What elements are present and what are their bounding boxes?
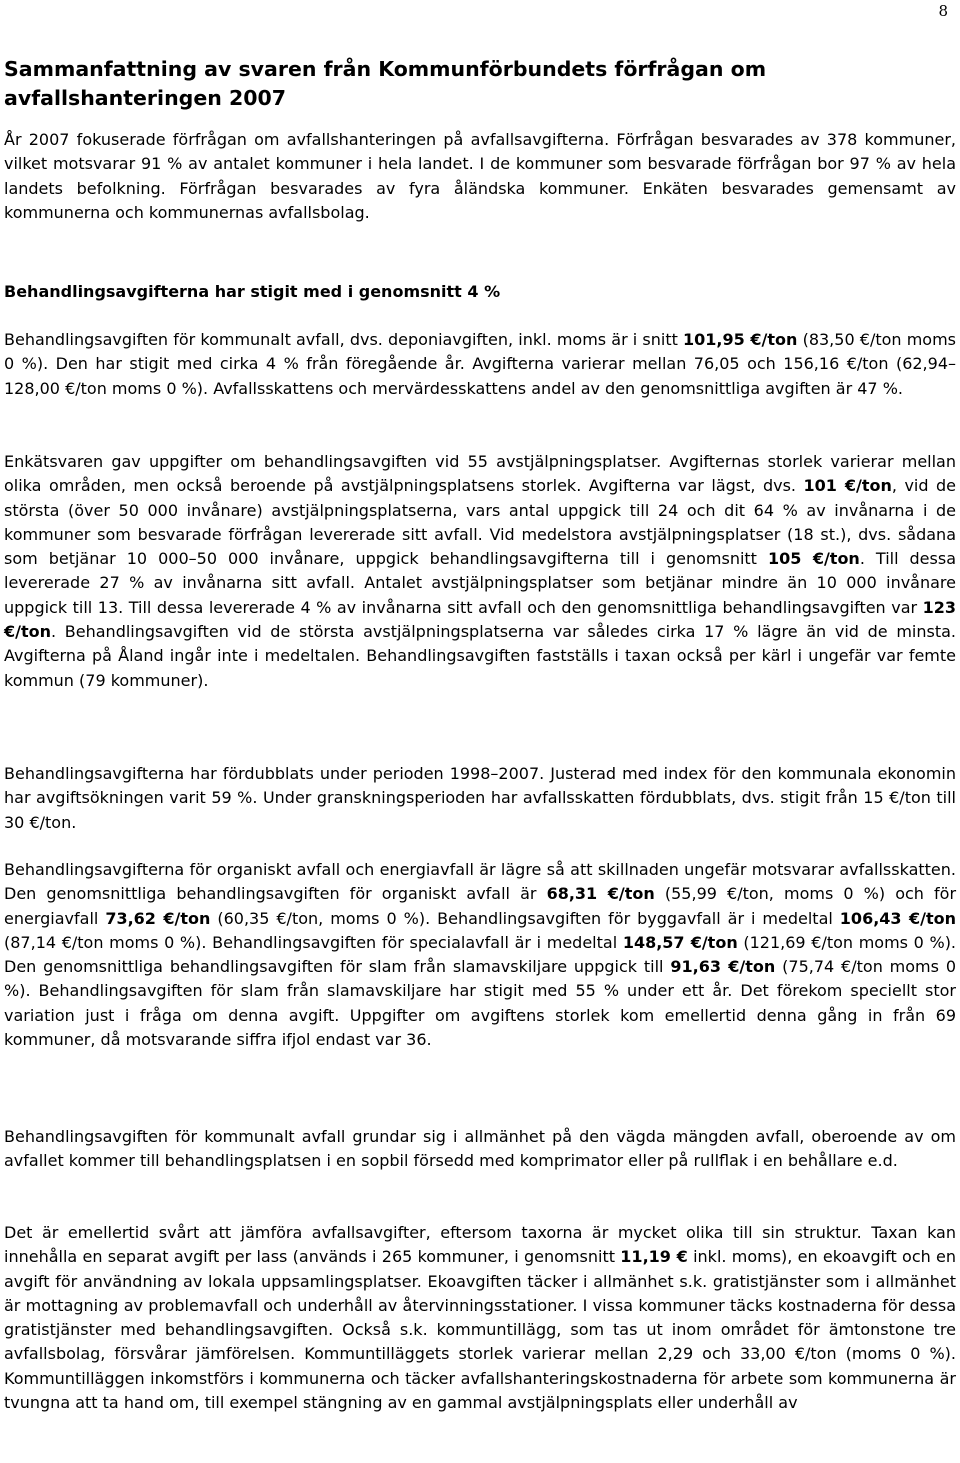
- section-heading: Behandlingsavgifterna har stigit med i genomsnitt 4 %: [4, 282, 501, 301]
- document-page: [4, 0, 956, 1463]
- paragraph-fee-doubling: Behandlingsavgifterna har fördubblats under perioden 1998–2007. Justerad med index för den kommunala ekonomin har avgiftsökningen varit 59 %. Under granskningsperioden har avfallsskatten fördubblats, dvs. stigit från 15 €/ton till 30 €/ton.: [4, 764, 956, 832]
- intro-paragraph: År 2007 fokuserade förfrågan om avfallshanteringen på avfallsavgifterna. Förfrågan besvarades av 378 kommuner, vilket motsvarar 91 % av antalet kommuner i hela landet. I de kommuner som besvarade förfrågan bor 97 % av hela landets befolkning. Förfrågan besvarades av fyra åländska kommuner. Enkäten besvarades gemensamt av kommunerna och kommunernas avfallsbolag.: [4, 130, 956, 222]
- paragraph-waste-types: Behandlingsavgifterna för organiskt avfall och energiavfall är lägre så att skillnaden ungefär motsvarar avfallsskatten. Den genomsnittliga behandlingsavgiften för organiskt avfall är 68,31 €/ton (55,99 €/ton, moms 0 %) och för energiavfall 73,62 €/ton (60,35 €/ton, moms 0 %). Behandlingsavgiften för byggavfall är i medeltal 106,43 €/ton (87,14 €/ton moms 0 %). Behandlingsavgiften för specialavfall är i medeltal 148,57 €/ton (121,69 €/ton moms 0 %). Den genomsnittliga behandlingsavgiften för slam från slamavskiljare uppgick till 91,63 €/ton (75,74 €/ton moms 0 %). Behandlingsavgiften för slam från slamavskiljare har stigit med 55 % under ett år. Det förekom speciellt stor variation just i fråga om denna avgift. Uppgifter om avgiftens storlek kom emellertid denna gång in från 69 kommuner, då motsvarande siffra ifjol endast var 36.: [4, 860, 957, 1050]
- paragraph-comparison: Det är emellertid svårt att jämföra avfallsavgifter, eftersom taxorna är mycket olika till sin struktur. Taxan kan innehålla en separat avgift per lass (används i 265 kommuner, i genomsnitt 11,19 € inkl. moms), en ekoavgift och en avgift för användning av lokala uppsamlingsplatser. Ekoavgiften täcker i allmänhet s.k. gratistjänster som i allmänhet är mottagning av problemavfall och underhåll av återvinningsstationer. I vissa kommuner täcks kostnaderna för dessa gratistjänster med behandlingsavgiften. Också s.k. kommuntillägg, som tas ut inom området för ämtonstone tre avfallsbolag, försvårar jämförelsen. Kommuntilläggets storlek varierar mellan 2,29 och 33,00 €/ton (moms 0 %). Kommuntilläggen inkomstförs i kommunerna och täcker avfallshanteringskostnaderna för arbete som kommunerna är tvungna att ta hand om, till exempel stängning av en gammal avstjälpningsplats eller underhåll av: [4, 1223, 957, 1413]
- paragraph-average-fee: Behandlingsavgiften för kommunalt avfall, dvs. deponiavgiften, inkl. moms är i snitt 101,95 €/ton (83,50 €/ton moms 0 %). Den har stigit med cirka 4 % från föregående år. Avgifterna varierar mellan 76,05 och 156,16 €/ton (62,94–128,00 €/ton moms 0 %). Avfallsskattens och mervärdesskattens andel av den genomsnittliga avgiften är 47 %.: [4, 330, 956, 398]
- paragraph-landfill-sites: Enkätsvaren gav uppgifter om behandlingsavgiften vid 55 avstjälpningsplatser. Avgifternas storlek varierar mellan olika områden, men också beroende på avstjälpningsplatsens storlek. Avgifterna var lägst, dvs. 101 €/ton, vid de största (över 50 000 invånare) avstjälpningsplatserna, vars antal uppgick till 24 och dit 64 % av invånarna i de kommuner som besvarade förfrågan levererade sitt avfall. Vid medelstora avstjälpningsplatser (18 st.), dvs. sådana som betjänar 10 000–50 000 invånare, uppgick behandlingsavgifterna till i genomsnitt 105 €/ton. Till dessa levererade 27 % av invånarna sitt avfall. Antalet avstjälpningsplatser som betjänar mindre än 10 000 invånare uppgick till 13. Till dessa levererade 4 % av invånarna sitt avfall och den genomsnittliga behandlingsavgiften var 123 €/ton. Behandlingsavgiften vid de största avstjälpningsplatserna var således cirka 17 % lägre än vid de minsta. Avgifterna på Åland ingår inte i medeltalen. Behandlingsavgiften fastställs i taxan också per kärl i ungefär var femte kommun (79 kommuner).: [4, 452, 957, 690]
- page-number: 8: [938, 2, 948, 20]
- paragraph-weighing: Behandlingsavgiften för kommunalt avfall grundar sig i allmänhet på den vägda mängden avfall, oberoende av om avfallet kommer till behandlingsplatsen i en sopbil försedd med komprimator eller på rullflak i en behållare e.d.: [4, 1127, 956, 1171]
- document-title: Sammanfattning av svaren från Kommunförbundets förfrågan om avfallshanteringen 2007: [4, 57, 767, 110]
